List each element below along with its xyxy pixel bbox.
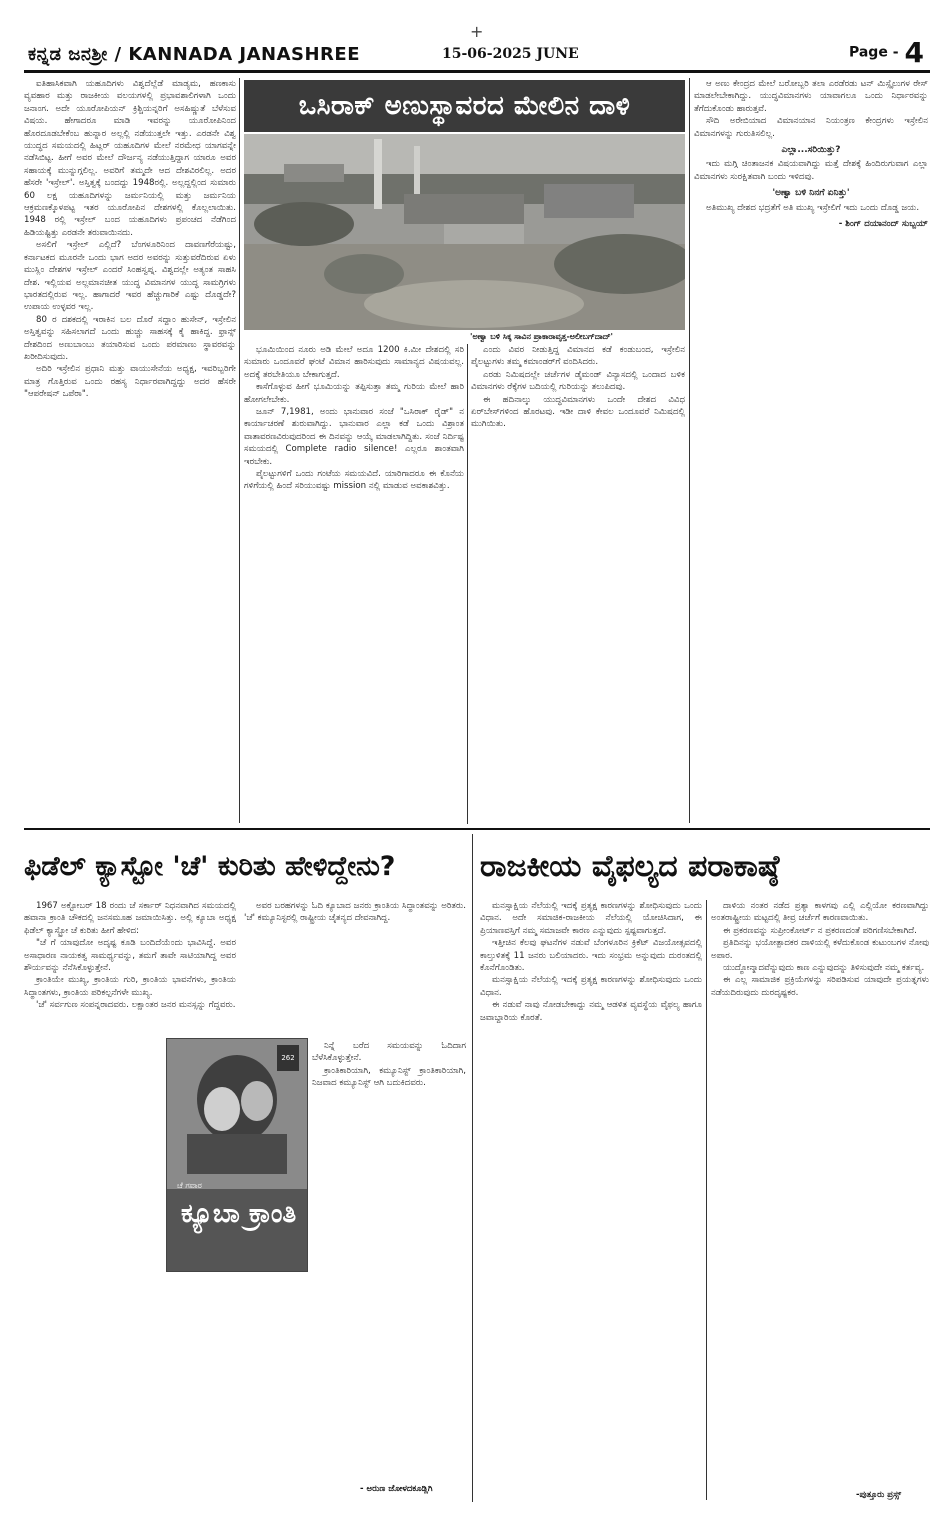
top-story-column-4: [694, 78, 928, 823]
right-story-column-1: [480, 900, 702, 1500]
column-rule: [706, 900, 707, 1500]
column-rule: [689, 78, 690, 823]
paragraph: ಅದಿರಿ ಇಸ್ರೇಲಿನ ಪ್ರಧಾನಿ ಮತ್ತು ವಾಯುಸೇನೆಯ ಅಧ್ಯಕ್ಷ, ಇವರಿಬ್ಬರಿಗೇ ಮಾತ್ರ ಗೊತ್ತಿರುವ ಒಂದು ರಹಸ್ಯ ನಿರ್ಧಾರವಾಗಿದ್ದದ್ದು ಅದರ ಹೆಸರೇ "ಆಪರೇಷನ್ ಒಪೆರಾ".: [24, 364, 236, 400]
page-indicator: [849, 36, 924, 69]
right-story-headline: ರಾಜಕೀಯ ವೈಫಲ್ಯದ ಪರಾಕಾಷ್ಠೆ: [480, 849, 780, 884]
paragraph: ಈ ಪ್ರಕರಣವನ್ನು ಸುಪ್ರೀಂಕೋರ್ಟ್ ನ ಪ್ರಕರಣದಂತೆ ಪರಿಗಣಿಸಬೇಕಾಗಿದೆ.: [723, 925, 917, 936]
top-story-column-1: [24, 78, 236, 823]
left-story-headline: ಫಿಡೆಲ್ ಕ್ಯಾಸ್ಟೋ 'ಚೆ' ಕುರಿತು ಹೇಳಿದ್ದೇನು?: [24, 851, 396, 882]
paragraph: ಸೌದಿ ಅರೇಬಿಯಾದ ವಿಮಾನಯಾನ ನಿಯಂತ್ರಣ ಕೇಂದ್ರಗಳು ಇಸ್ರೇಲಿನ ವಿಮಾನಗಳನ್ನು ಗುರುತಿಸಲಿಲ್ಲ.: [694, 116, 928, 139]
paragraph: ಕಾಸೆಗೊಳ್ಳುವ ಹೀಗೆ ಭೂಮಿಯನ್ನು ತಪ್ಪಿಸುತ್ತಾ ತಮ್ಮ ಗುರಿಯ ಮೇಲೆ ಹಾರಿ ಹೋಗಲೇಬೇಕು.: [244, 382, 464, 405]
paragraph: ದಾಳಿಯ ನಂತರ ನಡೆದ ಪ್ರತ್ಯಾ ಕಾಳಗವು ಎಲ್ಲಿ ಎಲ್ಲಿಯೋ ಕರಣವಾಗಿದ್ದು ಅಂತರಾಷ್ಟ್ರೀಯ ಮಟ್ಟದಲ್ಲಿ ತೀವ್ರ ಚರ್ಚೆಗೆ ಕಾರಣವಾಯಿತು.: [711, 901, 929, 924]
paragraph: ಕ್ರಾಂತಿಯೇ ಮುಖ್ಯ, ಕ್ರಾಂತಿಯ ಗುರಿ, ಕ್ರಾಂತಿಯ ಭಾವನೆಗಳು, ಕ್ರಾಂತಿಯ ಸಿದ್ಧಾಂತಗಳು, ಕ್ರಾಂತಿಯ ಪರಿಕಲ್ಪನೆಗಳೇ ಮುಖ್ಯ.: [24, 975, 236, 998]
page-label: Page -: [848, 44, 899, 61]
paragraph: ಈ ಎಲ್ಲ ಸಾಮಾಜಿಕ ಪ್ರಕ್ರಿಯೆಗಳನ್ನು ಸರಿಪಡಿಸುವ ಯಾವುದೇ ಪ್ರಯತ್ನಗಳು ನಡೆಯದಿರುವುದು ದುರದೃಷ್ಟಕರ.: [711, 975, 929, 998]
right-story-byline: -ಪುತ್ತೂರು ಪ್ರಸ್ಸ್: [856, 1490, 902, 1500]
paragraph: ಯುದ್ಧೋನ್ಮಾದವೆನ್ನುವುದು ಕಾಣ ಎನ್ನುವುದನ್ನು ತಿಳಿಸುವುದೇ ನಮ್ಮ ಕರ್ತವ್ಯ.: [723, 963, 925, 974]
paragraph: ಅತಿಮುಖ್ಯ ದೇಶದ ಭದ್ರತೆಗೆ ಅತಿ ಮುಖ್ಯ ಇಸ್ರೇಲಿಗೆ ಇದು ಒಂದು ದೊಡ್ಡ ಜಯ.: [706, 202, 920, 213]
left-story-byline: - ಅರುಣ ಜೋಳದಕೂಡ್ಲಿಗಿ: [360, 1484, 433, 1494]
paragraph: ಈ ಹದಿನಾಲ್ಕು ಯುದ್ಧವಿಮಾನಗಳು ಒಂದೇ ದೇಶದ ವಿವಿಧ ಏರ್‌ಬೇಸ್‌ಗಳಿಂದ ಹೊರಟವು. ಇಡೀ ದಾಳಿ ಕೇವಲ ಒಂದೂವರೆ ನಿಮಿಷದಲ್ಲಿ ಮುಗಿಯಿತು.: [471, 394, 685, 430]
left-story-column-2-mid: [312, 1040, 466, 1270]
masthead: [22, 38, 932, 68]
issue-date: 15-06-2025 JUNE: [442, 46, 579, 62]
paragraph: ಆ ಅಣು ಕೇಂದ್ರದ ಮೇಲೆ ಬರೋಬ್ಬರಿ ತಲಾ ಎರಡೆರಡು ಟನ್ ಮಿಸ್ಸೈಲುಗಳ ರೇಸ್ ಮಾಡಲೇಬೇಕಾಗಿದ್ದು. ಯುದ್ಧವಿಮಾನಗಳು ಯಾವಾಗಲೂ ಒಂದು ನಿರ್ಧಾರವನ್ನು ತೆಗೆದುಕೊಂಡು ಹಾರುತ್ತವೆ.: [694, 79, 928, 114]
paragraph: ಅವರ ಬರಹಗಳನ್ನು ಓದಿ ಕ್ಯೂಬಾದ ಜನರು ಕ್ರಾಂತಿಯ ಸಿದ್ಧಾಂತವನ್ನು ಅರಿತರು. 'ಚೆ' ಕಮ್ಯೂನಿಸ್ಟರಲ್ಲಿ ರಾಷ್ಟ್ರೀಯ ಚೈತನ್ಯದ ದೇವನಾಗಿದ್ದ.: [244, 901, 466, 924]
reactor-ruins-photo: [244, 134, 685, 330]
paragraph: ಅಸಲಿಗೆ ಇಸ್ರೇಲ್ ಎಲ್ಲಿದೆ? ಬೆಂಗಳೂರಿನಿಂದ ದಾವಣಗೆರೆಯಷ್ಟು, ಕರ್ನಾಟಕದ ಮೂರನೇ ಒಂದು ಭಾಗ ಅದರ ಅವರನ್ನು ಸುತ್ತುವರೆದಿರುವ ಏಳು ಮುಸ್ಲಿಂ ದೇಶಗಳ ಇಸ್ರೇಲ್ ಎಂದರೆ ಸಿಂಹಸ್ವಪ್ನ. ವಿಶ್ವದಲ್ಲೇ ಅತ್ಯಂತ ಸಾಹಸಿ ದೇಶ. ಇಲ್ಲಿಯವ ಅಲ್ಲಮಾನಚೀತ ಯುದ್ಧ ವಿಮಾನಗಳ ಯುದ್ಧ ಸಾಮಗ್ರಿಗಳು ಭಾರತದಲ್ಲಿರುವ ಇಲ್ಲ. ಹಾಗಾದರೆ ಇವರ ಹೆಚ್ಚುಗಾರಿಕೆ ಎಷ್ಟು ದೊಡ್ಡದೇ? ಉಪಾಯ ಉಳ್ಳವರ ಇಲ್ಲ.: [24, 240, 236, 313]
book-author: ಚೆ ಗವಾರ: [177, 1181, 202, 1190]
paragraph: ಜೂನ್ 7,1981, ಅಂದು ಭಾನುವಾರ ಸಂಜೆ "ಒಸಿರಾಕ್ ರೈಡ್" ನ ಕಾರ್ಯಾಚರಣೆ ಶುರುವಾಗಿದ್ದು. ಭಾನುವಾರ ಎಲ್ಲಾ ಕಡೆ ಒಂದು ವಿಶ್ರಾಂತ ವಾತಾವರಣವಿರುವುದರಿಂದ ಈ ದಿನವನ್ನು ಆಯ್ಕೆ ಮಾಡಲಾಗಿದ್ದಿತು. ಸಂಜೆ ನಿರ್ದಿಷ್ಟ ಸಮಯದಲ್ಲಿ Complete radio silence! ಎಲ್ಲರೂ ಶಾಂತವಾಗಿ ಇರಬೇಕು.: [244, 407, 464, 467]
newspaper-title: ಕನ್ನಡ ಜನಶ್ರೀ / KANNADA JANASHREE: [28, 44, 361, 65]
author-signature: - ಶಿಂಗ್ ದಯಾನಂದ್ ಸುಬ್ಬಯ್: [838, 219, 928, 230]
book-number-badge: 262: [277, 1045, 299, 1071]
paragraph: ಇದು ಮಗ್ಗಿ ಚಿಂತಾಜನಕ ವಿಷಯವಾಗಿದ್ದು ಮತ್ತೆ ದೇಶಕ್ಕೆ ಹಿಂದಿರುಗುವಾಗ ಎಲ್ಲಾ ವಿಮಾನಗಳು ಸುರಕ್ಷಿತವಾಗಿ ಬಂದು ಇಳಿದವು.: [694, 159, 928, 182]
paragraph: ಐತಿಹಾಸಿಕವಾಗಿ ಯಹೂದಿಗಳು ವಿಶ್ವದೆಲ್ಲೆಡೆ ಮಾಡ್ಯಮ, ಹಣಕಾಸು ವ್ಯವಹಾರ ಮತ್ತು ರಾಜಕೀಯ ವಲಯಗಳಲ್ಲಿ ಪ್ರಭಾವಶಾಲಿಗಳಾಗಿ ಒಂದು ಜನಾಂಗ. ಅದೇ ಯೂರೋಪಿಯನ್ ಕ್ರಿಶ್ಚಿಯನ್ನರಿಗೆ ಅಸಹಿಷ್ಣುತೆ ಬೆಳೆಸುವ ವಿಷಯ. ಹೇಗಾದರೂ ಮಾಡಿ ಇವರನ್ನು ಯೂರೋಪಿನಿಂದ ಹೊರದೂಡಬೇಕೆಂಬ ಹುನ್ನಾರ ಅಲ್ಲಲ್ಲಿ ನಡೆಯುತ್ತಲೇ ಇತ್ತು. ಎರಡನೇ ವಿಶ್ವ ಯುದ್ಧದ ಸಮಯದಲ್ಲಿ ಹಿಟ್ಲರ್ ಯಹೂದಿಗಳ ಮೇಲೆ ನರಮೇಧ ಯಾಗವನ್ನೇ ನಡೆಸಿಬಿಟ್ಟ. ಹೀಗೆ ಅವರ ಮೇಲೆ ದೌರ್ಜನ್ಯ ನಡೆಯುತ್ತಿದ್ದಾಗ ಯಾರೂ ಅವರ ಸಹಾಯಕ್ಕೆ ಮುನ್ನುಗ್ಗಲಿಲ್ಲ. ಅವರಿಗೆ ತಮ್ಮದೇ ಆದ ದೇಶವಿರಲಿಲ್ಲ. ಅದರ ಹೆಸರೇ 'ಇಸ್ರೇಲ್'. ಅಸ್ತಿತ್ವಕ್ಕೆ ಬಂದದ್ದು 1948ರಲ್ಲಿ. ಅಲ್ಲದ್ದಲ್ಲಿಂದ ಸುಮಾರು 60 ಲಕ್ಷ ಯಹೂದಿಗಳನ್ನು ಜರ್ಮನಿಯಲ್ಲಿ ಮತ್ತು ಜರ್ಮನಿಯ ಆಕ್ರಮಣಕ್ಕೊಳಪಟ್ಟ ಇತರ ಯೂರೋಪಿನ ದೇಶಗಳಲ್ಲಿ ಕೊಲ್ಲಲಾಯಿತು. 1948 ರಲ್ಲಿ ಇಸ್ರೇಲ್ ಬಂದ ಯಹೂದಿಗಳು ಪ್ರಪಂಚದ ನೆಡೆಗಿಂದ ಹಿಡಿಯಷ್ಟಿತ್ತು ಎರಡನೇ ತರುವಾಯಿನದು.: [24, 79, 236, 238]
masthead-rule: [24, 70, 930, 73]
paragraph: ಮನಸ್ಸಾಕ್ಷಿಯ ನೆಲೆಯಲ್ಲಿ ಇದಕ್ಕೆ ಪ್ರತ್ಯಕ್ಷ ಕಾರಣಗಳನ್ನು ಶೋಧಿಸುವುದು ಒಂದು ವಿಧಾನ. ಅದೇ ಸಮಾಜಿಕ-ರಾಜಕೀಯ ನೆಲೆಯಲ್ಲಿ ಯೋಚಿಸಿದಾಗ, ಈ ಪ್ರಿಯಾಣವಸ್ತಿಗೆ ನಮ್ಮ ಸಮಾಜವೇ ಕಾರಣ ಎನ್ನುವುದು ಸ್ಪಷ್ಟವಾಗುತ್ತದೆ.: [480, 901, 702, 936]
paragraph: 1967 ಅಕ್ಟೋಬರ್ 18 ರಂದು ಚೆ ಸರ್ಕಾರ್ ನಿಧನವಾಗಿದ ಸಮಯದಲ್ಲಿ ಹವಾನಾ ಕ್ರಾಂತಿ ಚೌಕದಲ್ಲಿ ಜನಸಮೂಹ ಜಮಾಯಿಸಿತ್ತು. ಅಲ್ಲಿ ಕ್ಯೂಬಾ ಅಧ್ಯಕ್ಷ ಫಿಡೆಲ್ ಕ್ಯಾಸ್ಟ್ರೋ ಚೆ ಕುರಿತು ಹೀಗೆ ಹೇಳಿದ:: [24, 901, 236, 936]
paragraph: "ಚೆ ಗೆ ಯಾವುದೋ ಅದೃಷ್ಟ ಕೂಡಿ ಬಂದಿದೆಯೆಂದು ಭಾವಿಸಿದ್ದೆ. ಅವರ ಅಸಾಧಾರಣ ನಾಯಕತ್ವ ಸಾಮರ್ಥ್ಯವನ್ನು, ತಮಗೆ ತಾವೇ ಸಾಟಿಯಾಗಿದ್ದ ಅವರ ಶೌರ್ಯವನ್ನು ನೆನೆಸಿಕೊಳ್ಳುತ್ತೇನೆ.: [24, 938, 236, 974]
paragraph: ಈ ನಡುವೆ ನಾವು ನೋಡಬೇಕಾದ್ದು ನಮ್ಮ ಆಡಳಿತ ವ್ಯವಸ್ಥೆಯ ವೈಫಲ್ಯ ಹಾಗೂ ಜವಾಬ್ದಾರಿಯ ಕೊರತೆ.: [480, 1000, 702, 1023]
paragraph: ಭೂಮಿಯಿಂದ ನೂರು ಅಡಿ ಮೇಲೆ ಅದೂ 1200 ಕಿ.ಮೀ ದೇಶದಲ್ಲಿ ಸರಿ ಸುಮಾರು ಒಂದೂವರೆ ಘಂಟೆ ವಿಮಾನ ಹಾರಿಸುವುದು ಸಾಮಾನ್ಯದ ವಿಷಯವಲ್ಲ. ಅದಕ್ಕೆ ತರಬೇತಿಯೂ ಬೇಕಾಗುತ್ತದೆ.: [244, 345, 464, 380]
paragraph: ಪೈಲಟ್ಟುಗಳಿಗೆ ಒಂದು ಗಂಟೆಯ ಸಮಯವಿದೆ. ಯಾರಿಗಾದರೂ ಈ ಕೊನೆಯ ಗಳಿಗೆಯಲ್ಲಿ ಹಿಂದೆ ಸರಿಯುವಷ್ಟು mission ನಲ್ಲಿ ಮಾಡುವ ಅವಕಾಶವಿತ್ತು.: [244, 469, 464, 492]
registration-mark: +: [470, 22, 484, 41]
paragraph: ಮನಸ್ಸಾಕ್ಷಿಯ ನೆಲೆಯಲ್ಲಿ ಇದಕ್ಕೆ ಪ್ರತ್ಯಕ್ಷ ಕಾರಣಗಳನ್ನು ಶೋಧಿಸುವುದು ಒಂದು ವಿಧಾನ.: [480, 975, 702, 998]
column-rule: [467, 344, 468, 824]
top-story-column-2: [244, 344, 464, 824]
photo-caption: 'ಅಣ್ವಾ ಬಳಿ ಸಿಕ್ಕ ಸಾವಿನ ಪ್ರಾಕಾರಾವೃತ್ತ-ಅಲೀಬಗ್‌ದಾದ್': [470, 332, 613, 341]
paragraph: ಕ್ರಾಂತಿಕಾರಿಯಾಗಿ, ಕಮ್ಯೂನಿಸ್ಟ್ ಕ್ರಾಂತಿಕಾರಿಯಾಗಿ, ನಿಜವಾದ ಕಮ್ಯೂನಿಸ್ಟ್ ಆಗಿ ಬದುಕಿದವರು.: [312, 1065, 466, 1089]
top-story-headline: ಒಸಿರಾಕ್ ಅಣುಸ್ಥಾವರದ ಮೇಲಿನ ದಾಳಿ: [244, 80, 685, 132]
right-story-column-2: [711, 900, 929, 1485]
book-cover: [166, 1038, 308, 1272]
section-rule: [24, 828, 930, 830]
subheading: ಎಲ್ಲಾ...ಸರಿಯಿತ್ತು?: [781, 145, 841, 156]
page-number: 4: [904, 36, 924, 69]
left-story-column-2-top: [244, 900, 466, 1036]
paragraph: ಇತ್ತೀಚಿನ ಕೆಲವು ಘಟನೆಗಳ ನಡುವೆ ಬೆಂಗಳೂರಿನ ಕ್ರಿಕೆಟ್ ವಿಜಯೋತ್ಸವದಲ್ಲಿ ಕಾಲ್ತುಳಿತಕ್ಕೆ 11 ಜನರು ಬಲಿಯಾದರು. ಇದು ಸಂಭ್ರಮ ಅನ್ನುವುದು ದುರಂತದಲ್ಲಿ ಕೊನೆಗೊಂಡಿತು.: [480, 938, 702, 974]
paragraph: 'ಚೆ' ಸರ್ವಗುಣ ಸಂಪನ್ನರಾದವರು. ಲಕ್ಷಾಂತರ ಜನರ ಮನಸ್ಸನ್ನು ಗೆದ್ದವರು.: [36, 1000, 236, 1011]
book-title: ಕ್ಯೂಬಾ ಕ್ರಾಂತಿ: [181, 1199, 297, 1229]
column-rule: [472, 834, 473, 1502]
top-story-column-3: [471, 344, 685, 824]
paragraph: ಪ್ರತಿದಿನನ್ನು ಭಯೋತ್ಪಾದಕರ ದಾಳಿಯಲ್ಲಿ ಕಳೆದುಕೊಂಡ ಕುಟುಂಬಗಳ ನೋವು ಅಪಾರ.: [711, 938, 929, 961]
paragraph: ನಿನ್ನೆ ಬರೆದ ಸಮಯವನ್ನು ಓದಿದಾಗ ಬೆಳೆಸಿಕೊಳ್ಳುತ್ತೇನೆ.: [312, 1041, 466, 1064]
subheading: 'ಅಣ್ವಾ ಬಳಿ ನಿನಗೆ ಏನಿತ್ತು': [772, 188, 850, 199]
column-rule: [239, 78, 240, 823]
paragraph: ಎರಡು ನಿಮಿಷದಲ್ಲೇ ಚರ್ಚೆಗಳ ಡೈಮಂಡ್ ವಿನ್ಯಾಸದಲ್ಲಿ ಒಂದಾದ ಬಳಿಕ ವಿಮಾನಗಳು ರೆಕ್ಕೆಗಳ ಬದಿಯಲ್ಲಿ ಗುರಿಯನ್ನು ತಲುಪಿದವು.: [471, 369, 685, 393]
book-cover-art: [167, 1039, 307, 1271]
paragraph: 80 ರ ದಶಕದಲ್ಲಿ ಇರಾಕಿನ ಬಲ ದೊರೆ ಸದ್ದಾಂ ಹುಸೇನ್, ಇಸ್ರೇಲಿನ ಅಸ್ತಿತ್ವವನ್ನು ಸಹಿಸಲಾಗದೆ ಒಂದು ಹುಚ್ಚು ಸಾಹಸಕ್ಕೆ ಕೈ ಹಾಕಿದ್ದ. ಫ್ರಾನ್ಸ್ ದೇಶದಿಂದ ಅಣುಬಾಂಬು ತಯಾರಿಸುವ ಒಂದು ಪರಮಾಣು ಸ್ಥಾವರವನ್ನು ಖರೀದಿಸುವುದು.: [24, 314, 236, 362]
paragraph: ಎಂದು ವಿವರ ನೀಡುತ್ತಿದ್ದ ವಿಮಾನದ ಕಡೆ ಕಂಡುಬಂದ, ಇಸ್ರೇಲಿನ ಪೈಲಟ್ಟುಗಳು ತಮ್ಮ ಕಮಾಂಡರ್‌ಗೆ ವಂದಿಸಿದರು.: [471, 345, 685, 368]
